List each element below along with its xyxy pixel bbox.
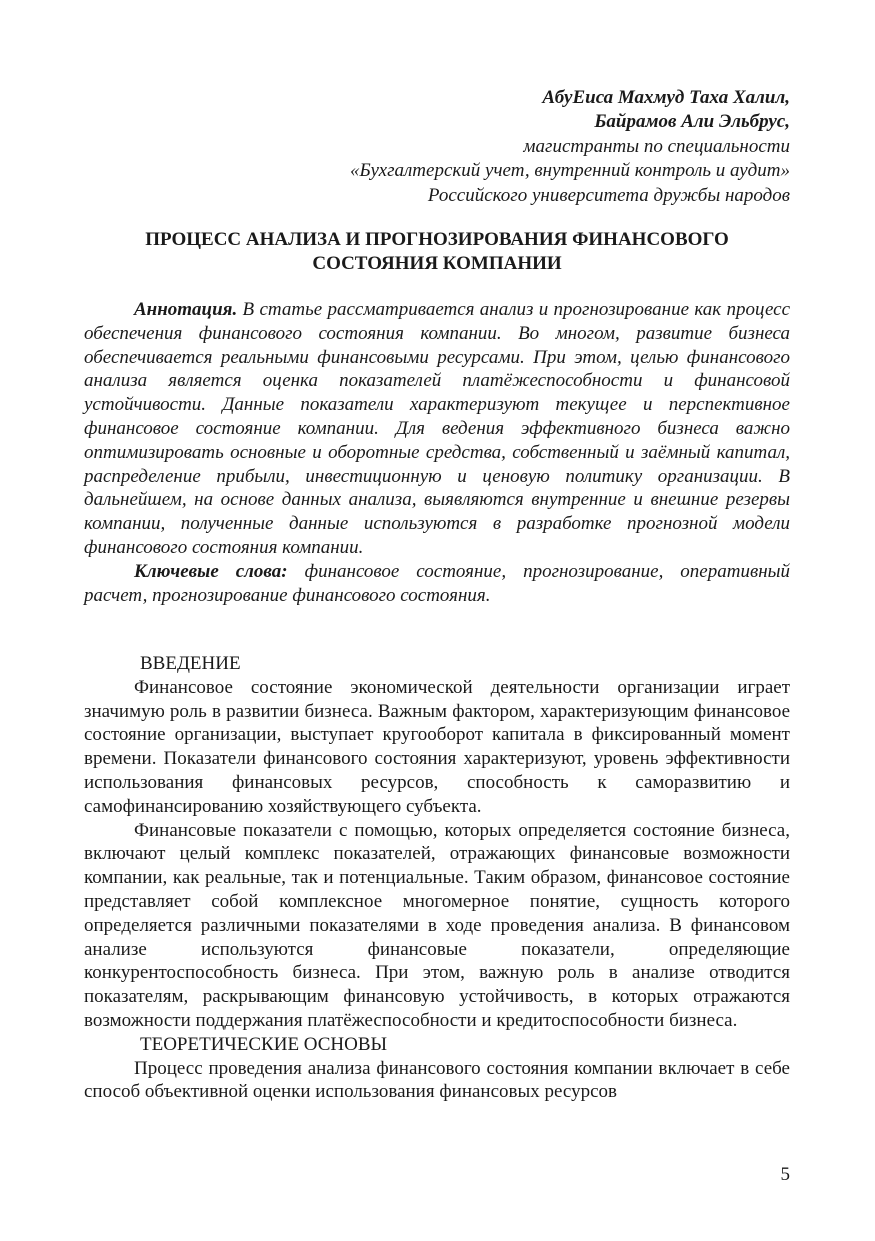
page-number: 5 — [780, 1164, 790, 1185]
keywords-text: финансовое состояние, прогнозирование, оперативный расчет, прогнозирование финансового состояния. — [84, 560, 790, 606]
article-body — [84, 652, 790, 1104]
abstract-label: Аннотация. — [134, 299, 238, 320]
article-title-line-2: СОСТОЯНИЯ КОМПАНИИ — [312, 253, 562, 274]
author-affiliation-3: Российского университета дружбы народов — [427, 184, 790, 206]
author-block — [84, 86, 790, 208]
abstract-section — [84, 298, 790, 607]
keywords-paragraph — [84, 560, 790, 608]
article-title-line-1: ПРОЦЕСС АНАЛИЗА И ПРОГНОЗИРОВАНИЯ ФИНАНСОВОГО — [145, 229, 729, 250]
abstract-paragraph — [84, 298, 790, 560]
section-heading-theory: ТЕОРЕТИЧЕСКИЕ ОСНОВЫ — [140, 1033, 388, 1055]
author-name-1: АбуЕиса Махмуд Таха Халил, — [542, 87, 790, 108]
section-heading-introduction: ВВЕДЕНИЕ — [140, 653, 241, 674]
body-paragraph-1: Финансовое состояние экономической деятельности организации играет значимую роль в развитии бизнеса. Важным фактором, характеризующим финансовое состояние организации, выступает кругооборот капитала в фиксированный момент времени. Показатели финансового состояния характеризуют, уровень эффективности использования финансовых ресурсов, способность к саморазвитию и самофинансированию хозяйствующего субъекта. — [84, 676, 790, 817]
body-paragraph-2: Финансовые показатели с помощью, которых определяется состояние бизнеса, включают целый комплекс показателей, отражающих финансовые возможности компании, как реальные, так и потенциальные. Таким образом, финансовое состояние представляет собой комплексное многомерное понятие, сущность которого определяется различными показателями в ходе проведения анализа. В финансовом анализе используются финансовые показатели, определяющие конкурентоспособность бизнеса. При этом, важную роль в анализе отводится показателям, раскрывающим финансовую устойчивость, в которых отражаются возможности поддержания платёжеспособности и кредитоспособности бизнеса. — [84, 819, 790, 1031]
abstract-text: В статье рассматривается анализ и прогнозирование как процесс обеспечения финансового состояния компании. Во многом, развитие бизнеса обеспечивается реальными финансовыми ресурсами. При этом, целью финансового анализа является оценка показателей платёжеспособности и финансовой устойчивости. Данные показатели характеризуют текущее и перспективное финансовое состояние компании. Для ведения эффективного бизнеса важно оптимизировать основные и оборотные средства, собственный и заёмный капитал, распределение прибыли, инвестиционную и ценовую политику организации. В дальнейшем, на основе данных анализа, выявляются внутренние и внешние резервы компании, полученные данные используются в разработке прогнозной модели финансового состояния компании. — [84, 299, 790, 558]
author-affiliation-2: «Бухгалтерский учет, внутренний контроль и аудит» — [350, 160, 790, 182]
keywords-label: Ключевые слова: — [134, 560, 288, 582]
article-title — [84, 228, 790, 276]
author-affiliation-1: магистранты по специальности — [523, 135, 790, 157]
author-name-2: Байрамов Али Эльбрус, — [594, 111, 790, 133]
body-paragraph-3: Процесс проведения анализа финансового состояния компании включает в себе способ объективной оценки использования финансовых ресурсов — [84, 1057, 790, 1103]
